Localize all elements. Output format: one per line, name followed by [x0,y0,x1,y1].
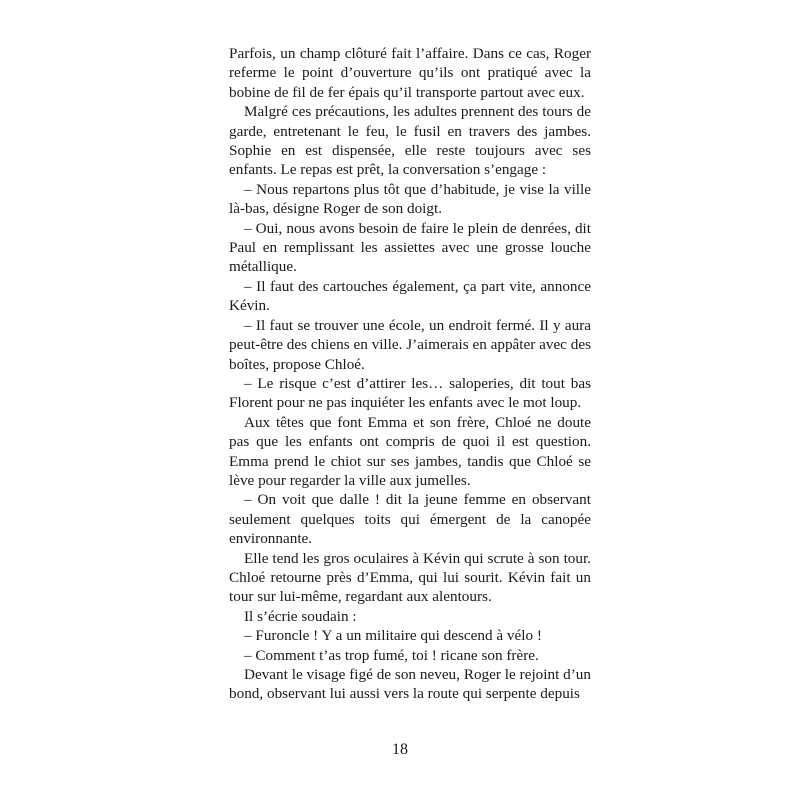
dialogue-line: – Furoncle ! Y a un militaire qui descend à vélo ! [244,627,542,645]
dialogue-line: – Comment t’as trop fumé, toi ! ricane son frère. [244,646,539,664]
dialogue-line: – Il faut se trouver une école, un endroit fermé. Il y aura peut-être des chiens en ville. J’aimerais en appâter avec des boîtes, propose Chloé. [229,316,591,373]
paragraph: Elle tend les gros oculaires à Kévin qui scrute à son tour. Chloé retourne près d’Emma, qui lui sourit. Kévin fait un tour sur lui-même, regardant aux alentours. [229,549,591,606]
paragraph: Devant le visage figé de son neveu, Roger le rejoint d’un bond, observant lui aussi vers la route qui serpente depuis [229,666,591,703]
dialogue-line: – Oui, nous avons besoin de faire le plein de denrées, dit Paul en remplissant les assiettes avec une grosse louche métallique. [229,219,591,276]
dialogue-line: – Nous repartons plus tôt que d’habitude, je vise la ville là-bas, désigne Roger de son doigt. [229,180,591,218]
dialogue-line: – Le risque c’est d’attirer les… saloperies, dit tout bas Florent pour ne pas inquiéter les enfants avec le mot loup. [229,374,591,412]
body-text [229,44,591,704]
paragraph: Parfois, un champ clôturé fait l’affaire. Dans ce cas, Roger referme le point d’ouverture qu’ils ont pratiqué avec la bobine de fil de fer épais qu’il transporte partout avec eux. [229,45,591,101]
dialogue-line: – On voit que dalle ! dit la jeune femme en observant seulement quelques toits qui émergent de la canopée environnante. [229,491,591,548]
page-number: 18 [392,741,408,758]
paragraph: Aux têtes que font Emma et son frère, Chloé ne doute pas que les enfants ont compris de quoi il est question. Emma prend le chiot sur ses jambes, tandis que Chloé se lève pour regarder la ville aux jumelles. [229,413,591,489]
paragraph: Malgré ces précautions, les adultes prennent des tours de garde, entretenant le feu, le fusil en travers des jambes. Sophie en est dispensée, elle reste toujours avec ses enfants. Le repas est prêt, la conversation s’engage : [229,103,591,179]
paragraph: Il s’écrie soudain : [244,607,357,625]
dialogue-line: – Il faut des cartouches également, ça part vite, annonce Kévin. [229,277,591,315]
